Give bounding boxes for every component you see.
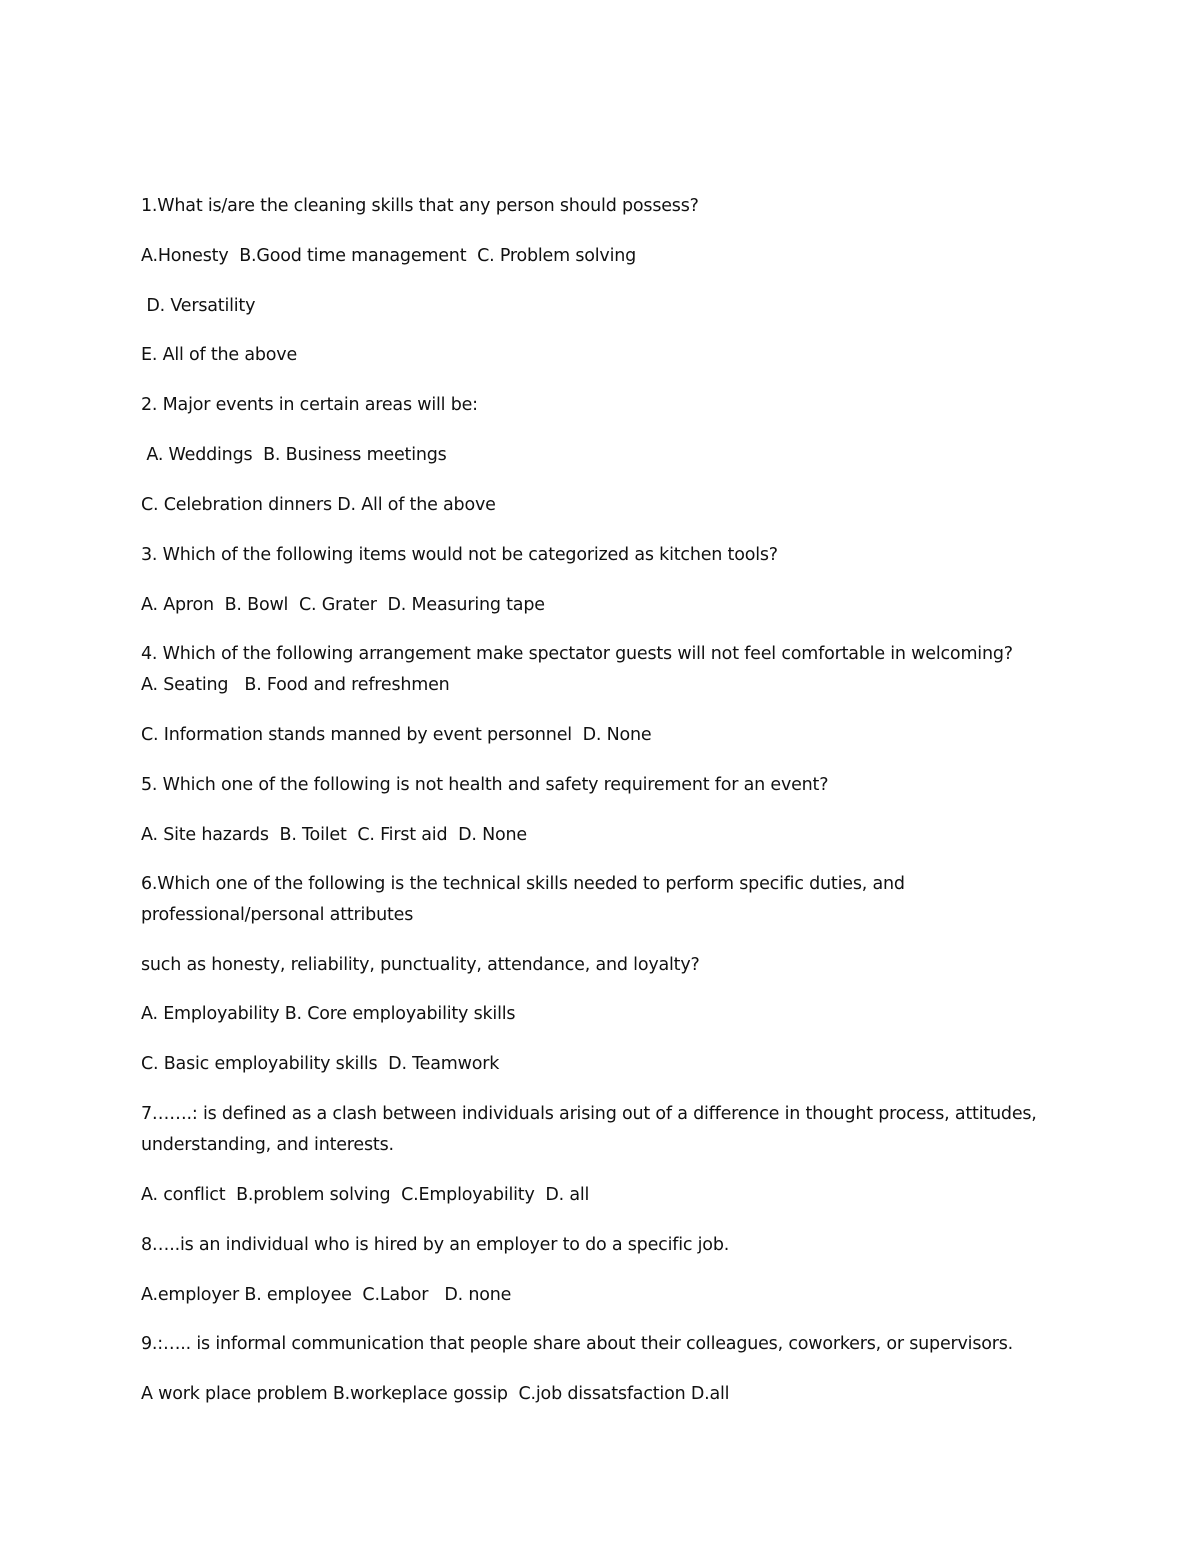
question-5-options: A. Site hazards B. Toilet C. First aid D. None	[141, 825, 527, 845]
question-2-options-c-d: C. Celebration dinners D. All of the above	[141, 495, 496, 515]
question-7-line-1: 7…….: is defined as a clash between individuals arising out of a difference in thought process, attitudes,	[141, 1104, 1037, 1124]
question-7-options: A. conflict B.problem solving C.Employability D. all	[141, 1185, 590, 1205]
question-8-options: A.employer B. employee C.Labor D. none	[141, 1285, 512, 1305]
question-6-line-3: such as honesty, reliability, punctuality, attendance, and loyalty?	[141, 955, 700, 975]
question-6-options-a-b: A. Employability B. Core employability skills	[141, 1004, 516, 1024]
question-1-options-a-c: A.Honesty B.Good time management C. Problem solving	[141, 246, 637, 266]
question-7-line-2: understanding, and interests.	[141, 1135, 394, 1155]
question-2: 2. Major events in certain areas will be:	[141, 395, 478, 415]
question-2-options-a-b: A. Weddings B. Business meetings	[141, 445, 447, 465]
question-8: 8…..is an individual who is hired by an employer to do a specific job.	[141, 1235, 730, 1255]
question-4-options-a-b: A. Seating B. Food and refreshmen	[141, 675, 450, 695]
question-1-option-d: D. Versatility	[141, 296, 256, 316]
question-9: 9.:….. is informal communication that people share about their colleagues, coworkers, or supervisors.	[141, 1334, 1014, 1354]
question-4: 4. Which of the following arrangement make spectator guests will not feel comfortable in welcoming?	[141, 644, 1013, 664]
question-6-options-c-d: C. Basic employability skills D. Teamwork	[141, 1054, 500, 1074]
question-1-option-e: E. All of the above	[141, 345, 298, 365]
question-3: 3. Which of the following items would not be categorized as kitchen tools?	[141, 545, 778, 565]
question-1: 1.What is/are the cleaning skills that any person should possess?	[141, 196, 699, 216]
question-5: 5. Which one of the following is not health and safety requirement for an event?	[141, 775, 829, 795]
question-9-options: A work place problem B.workeplace gossip C.job dissatsfaction D.all	[141, 1384, 730, 1404]
question-3-options: A. Apron B. Bowl C. Grater D. Measuring tape	[141, 595, 545, 615]
question-6-line-1: 6.Which one of the following is the technical skills needed to perform specific duties, and	[141, 874, 905, 894]
question-4-options-c-d: C. Information stands manned by event personnel D. None	[141, 725, 652, 745]
question-6-line-2: professional/personal attributes	[141, 905, 414, 925]
